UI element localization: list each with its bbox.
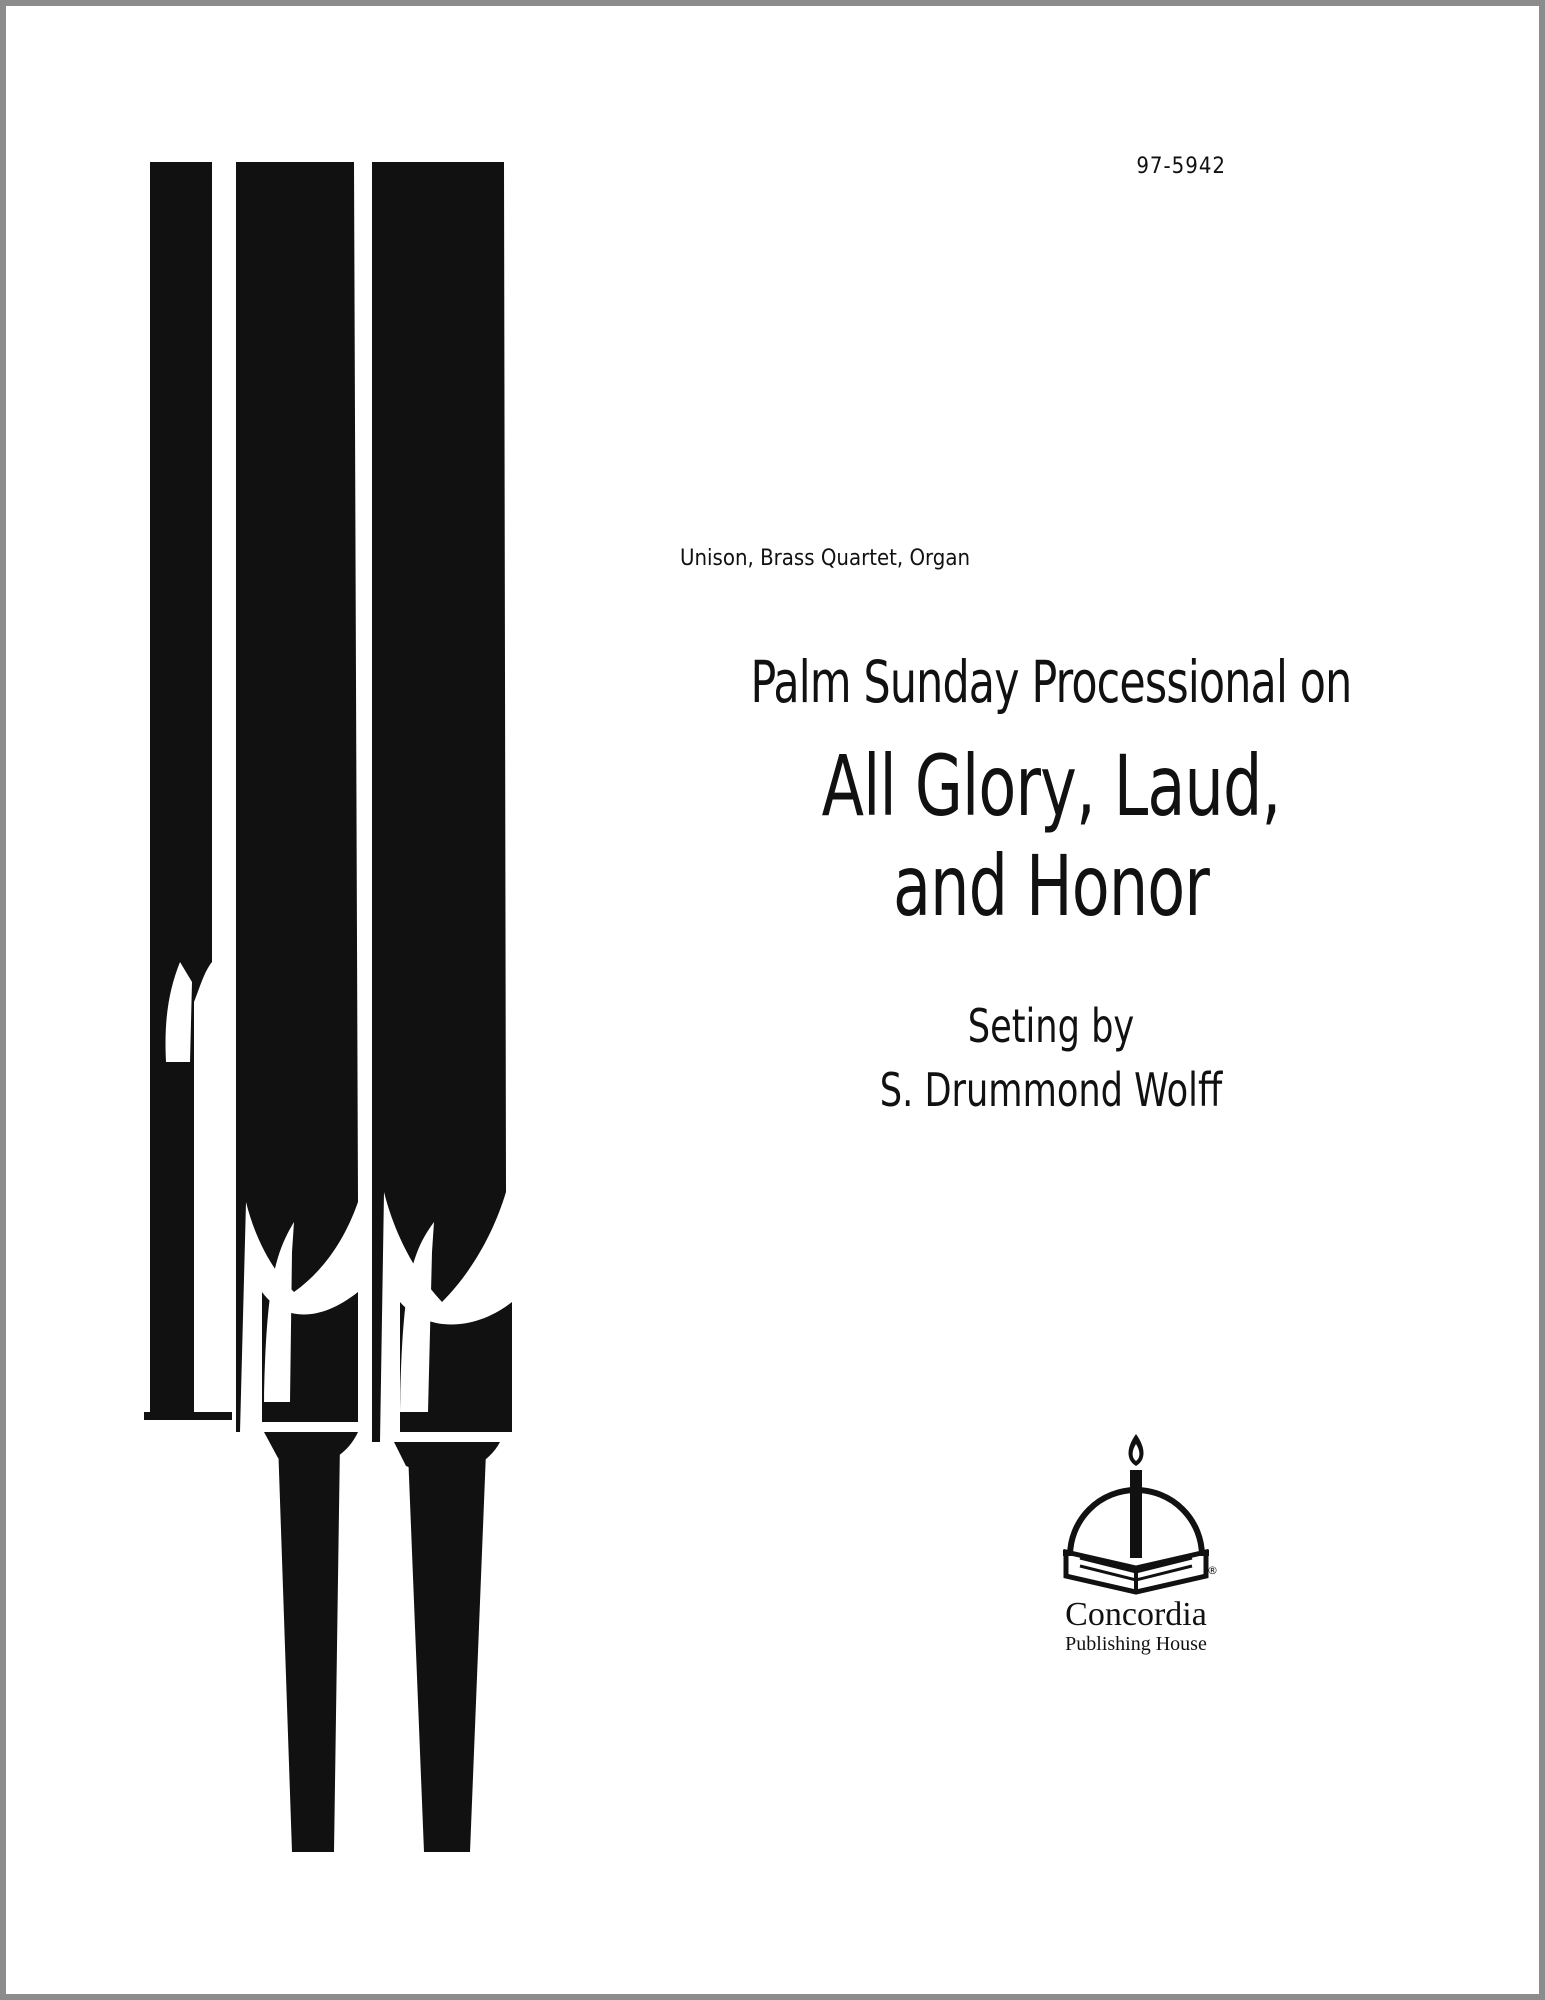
setting-label: Seting by	[967, 999, 1135, 1053]
main-title	[703, 736, 1400, 936]
title-line-1: All Glory, Laud,	[821, 737, 1281, 835]
publisher-name: Concordia	[1065, 1596, 1207, 1633]
pre-title: Palm Sunday Processional on	[750, 648, 1352, 716]
organ-pipes-illustration	[144, 162, 524, 1852]
voicing-label: Unison, Brass Quartet, Organ	[680, 546, 971, 571]
publisher-subtitle: Publishing House	[1065, 1633, 1207, 1655]
registered-mark: ®	[1207, 1564, 1218, 1577]
composer-name: S. Drummond Wolff	[879, 1063, 1223, 1117]
publisher-logo	[1046, 1426, 1226, 1655]
catalog-number: 97-5942	[1136, 154, 1226, 179]
candle-book-arch-icon	[1046, 1426, 1226, 1596]
title-block	[626, 646, 1476, 1118]
title-line-2: and Honor	[892, 837, 1210, 935]
